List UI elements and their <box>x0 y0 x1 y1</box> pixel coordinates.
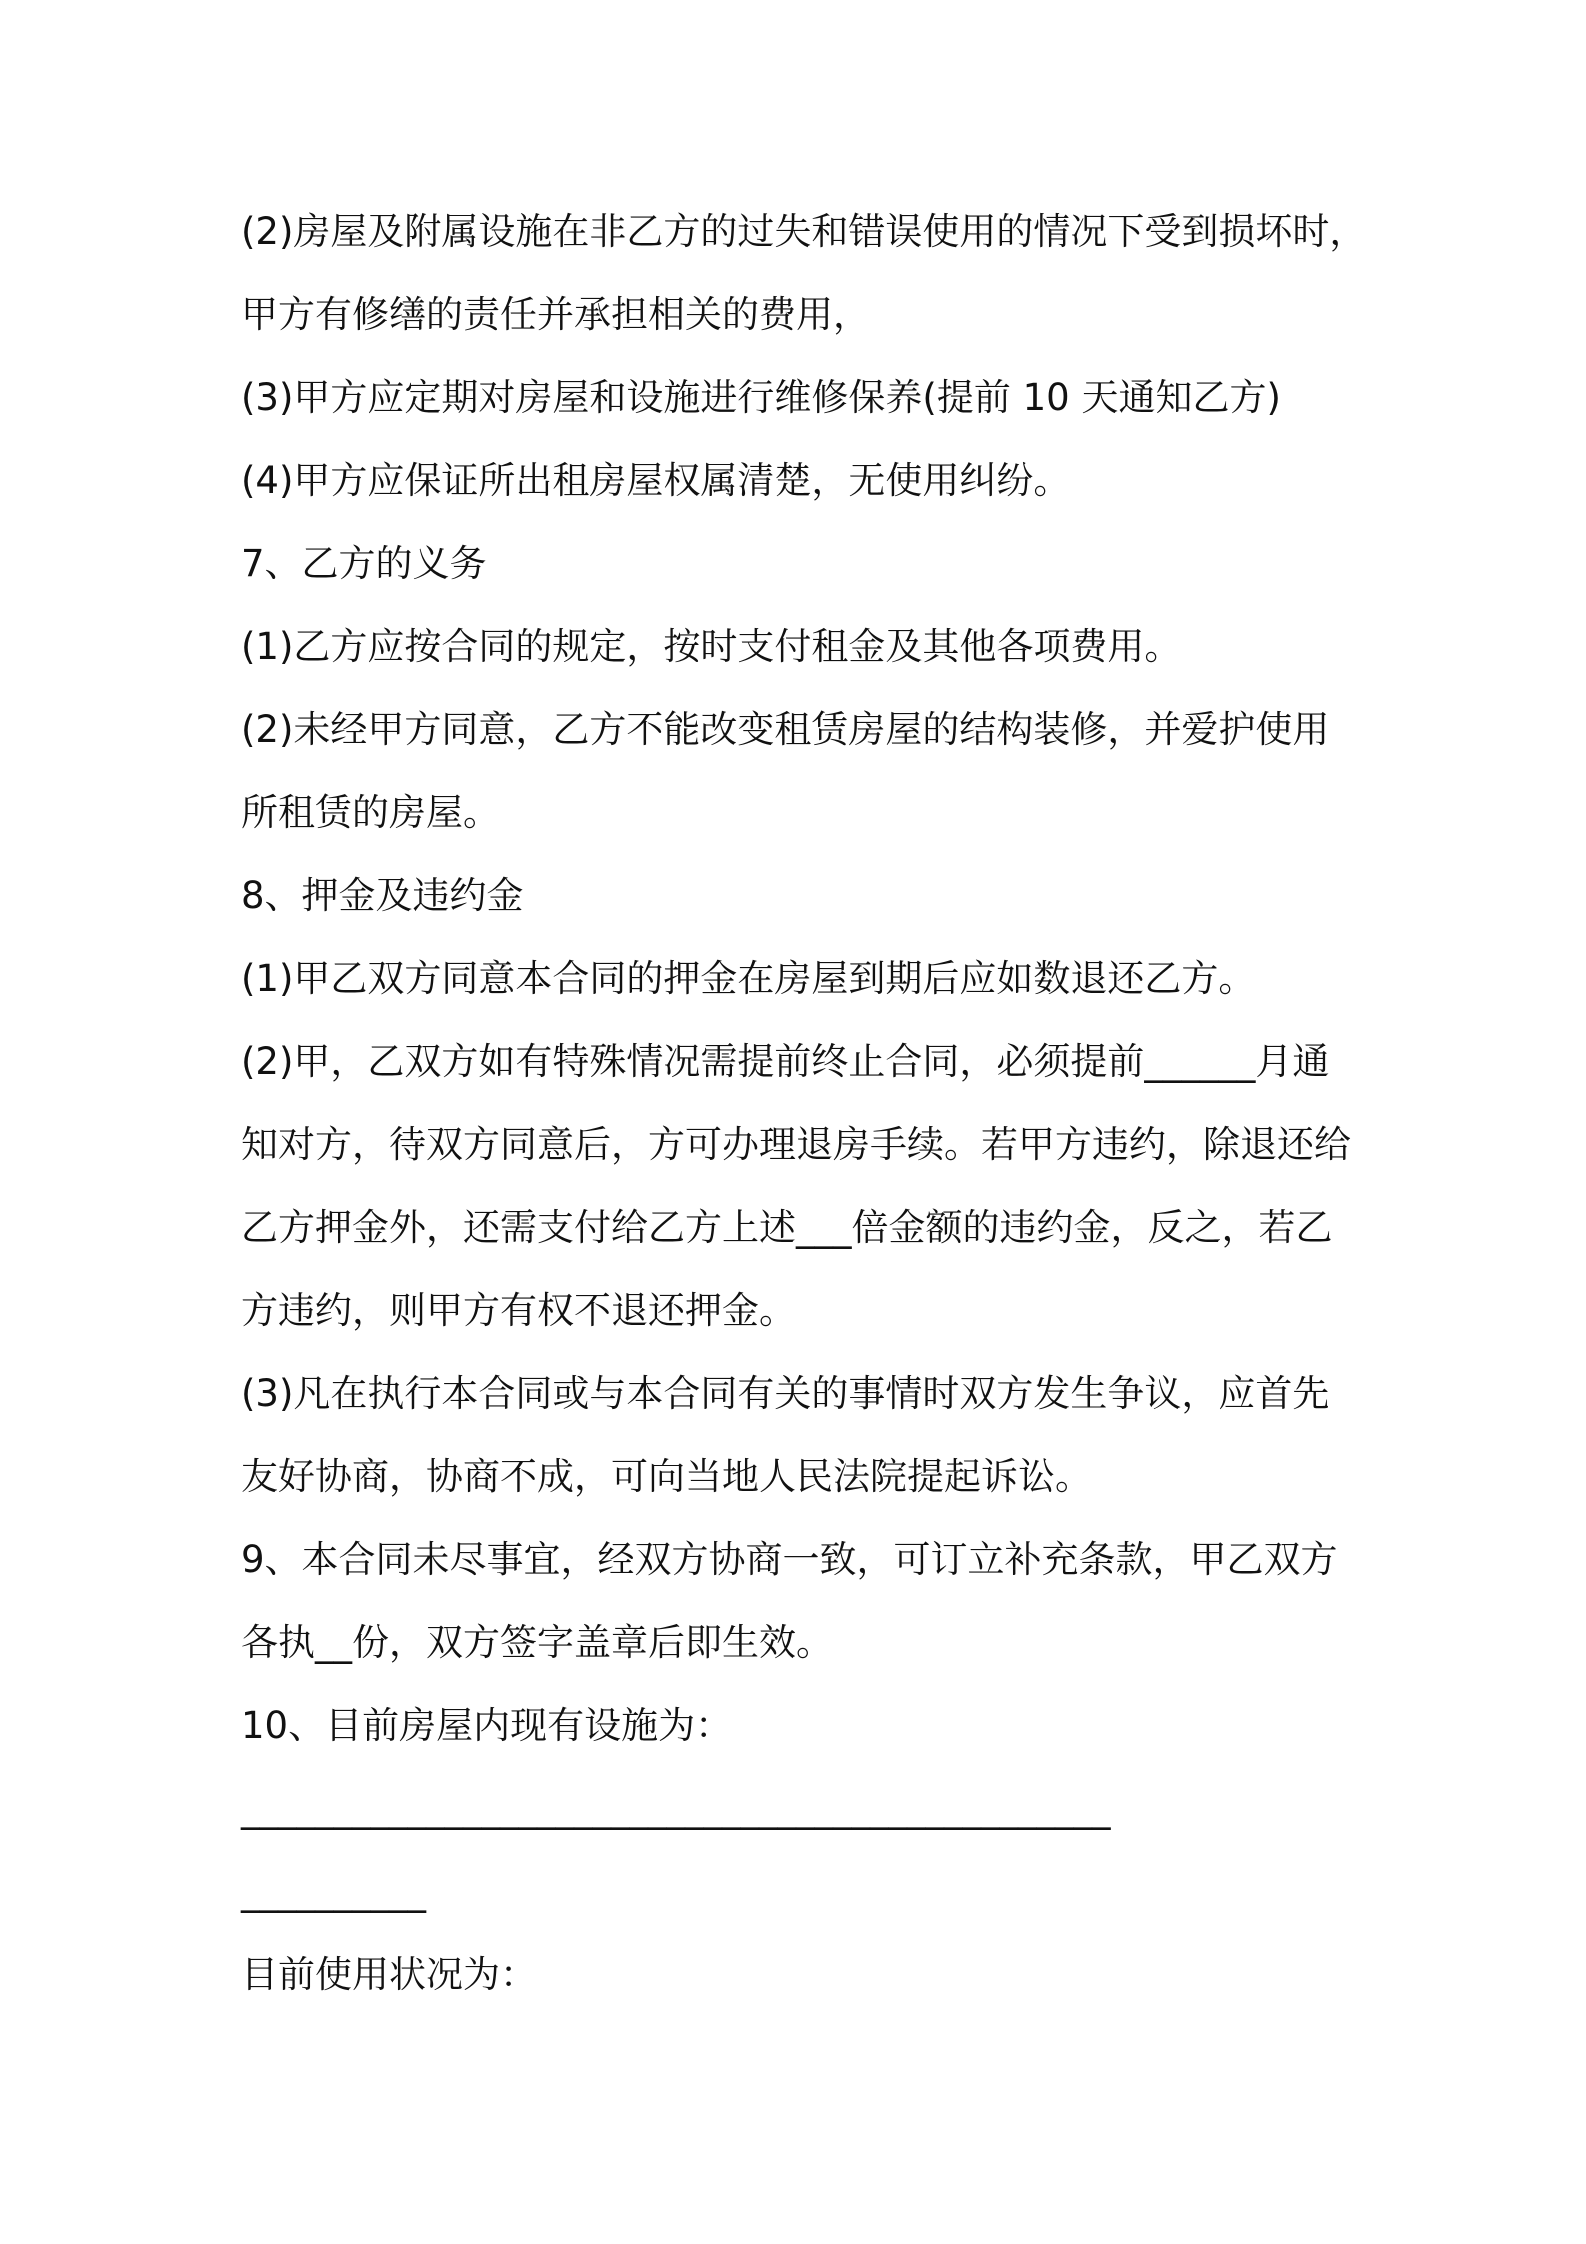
clause-7-1: (1)乙方应按合同的规定，按时支付租金及其他各项费用。 <box>241 625 1182 668</box>
clause-8-3-line-1: (3)凡在执行本合同或与本合同有关的事情时双方发生争议，应首先 <box>241 1372 1330 1415</box>
section-8-heading: 8、押金及违约金 <box>241 874 524 917</box>
facilities-blank-line-2: __________ <box>241 1870 426 1913</box>
clause-6-4: (4)甲方应保证所出租房屋权属清楚，无使用纠纷。 <box>241 459 1071 502</box>
clause-10-heading: 10、目前房屋内现有设施为： <box>241 1704 733 1747</box>
clause-8-2-line-1: (2)甲，乙双方如有特殊情况需提前终止合同，必须提前______月通 <box>241 1040 1330 1083</box>
clause-8-2-line-3: 乙方押金外，还需支付给乙方上述___倍金额的违约金，反之，若乙 <box>241 1206 1333 1249</box>
clause-8-3-line-2: 友好协商，协商不成，可向当地人民法院提起诉讼。 <box>241 1455 1092 1498</box>
clause-6-2-line-1: (2)房屋及附属设施在非乙方的过失和错误使用的情况下受到损坏时， <box>241 210 1367 253</box>
facilities-blank-line-1: _______________________________________________ <box>241 1787 1111 1830</box>
clause-7-2-line-1: (2)未经甲方同意，乙方不能改变租赁房屋的结构装修，并爱护使用 <box>241 708 1330 751</box>
clause-6-3: (3)甲方应定期对房屋和设施进行维修保养(提前 10 天通知乙方) <box>241 376 1281 419</box>
clause-8-2-line-4: 方违约，则甲方有权不退还押金。 <box>241 1289 796 1332</box>
section-7-heading: 7、乙方的义务 <box>241 542 487 585</box>
clause-7-2-line-2: 所租赁的房屋。 <box>241 791 500 834</box>
clause-8-1: (1)甲乙双方同意本合同的押金在房屋到期后应如数退还乙方。 <box>241 957 1256 1000</box>
clause-9-line-1: 9、本合同未尽事宜，经双方协商一致，可订立补充条款，甲乙双方 <box>241 1538 1338 1581</box>
clause-9-line-2: 各执__份，双方签字盖章后即生效。 <box>241 1621 833 1664</box>
clause-6-2-line-2: 甲方有修缮的责任并承担相关的费用， <box>241 293 870 336</box>
usage-status-label: 目前使用状况为： <box>241 1953 537 1996</box>
clause-8-2-line-2: 知对方，待双方同意后，方可办理退房手续。若甲方违约，除退还给 <box>241 1123 1351 1166</box>
